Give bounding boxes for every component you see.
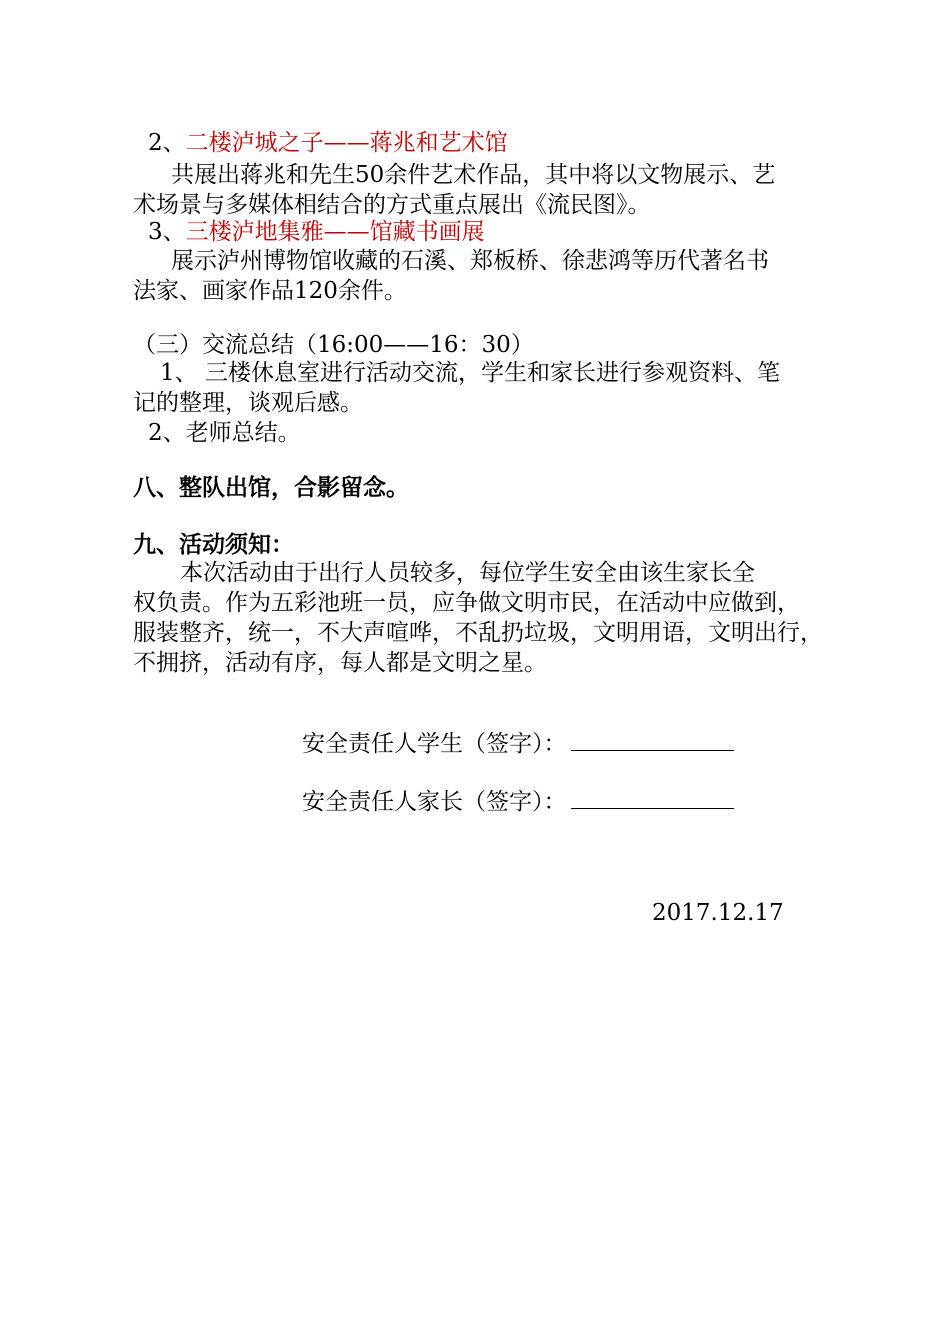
document-date: 2017.12.17 [652,900,784,926]
signature-student [302,728,734,759]
section-heading: 九、活动须知： [133,531,294,558]
paragraph-line: 1、 三楼休息室进行活动交流，学生和家长进行参观资料、笔 [160,360,780,386]
section-heading: 八、整队出馆，合影留念。 [133,474,409,501]
paragraph-line: 不拥挤，活动有序，每人都是文明之星。 [133,650,547,676]
paragraph-line: 术场景与多媒体相结合的方式重点展出《流民图》。 [133,192,651,218]
paragraph-line: 本次活动由于出行人员较多，每位学生安全由该生家长全 [180,560,755,586]
exhibit-item-3 [148,217,848,247]
signature-field[interactable] [571,728,734,751]
paragraph-line: 2、老师总结。 [148,420,301,446]
paragraph-line: 记的整理，谈观后感。 [133,390,363,416]
paragraph-line: 服装整齐，统一，不大声喧哗，不乱扔垃圾，文明用语，文明出行， [133,620,823,646]
signature-parent [302,786,734,817]
paragraph-line: 共展出蒋兆和先生50余件艺术作品，其中将以文物展示、艺 [171,162,776,188]
signature-label: 安全责任人学生（签字）： [302,731,567,757]
paragraph-line: 展示泸州博物馆收藏的石溪、郑板桥、徐悲鸿等历代著名书 [171,248,769,274]
paragraph-line: 法家、画家作品120余件。 [133,278,407,304]
exhibit-title: 二楼泸城之子——蒋兆和艺术馆 [185,130,508,156]
paragraph-line: 权负责。作为五彩池班一员，应争做文明市民，在活动中应做到， [133,590,800,616]
signature-label: 安全责任人家长（签字）： [302,789,567,815]
signature-field[interactable] [571,786,734,809]
exhibit-title: 三楼泸地集雅——馆藏书画展 [185,219,485,245]
item-number: 2、 [148,130,186,156]
exhibit-item-2 [148,128,848,158]
section-heading: （三）交流总结（16:00——16：30） [133,332,534,358]
item-number: 3、 [148,219,186,245]
